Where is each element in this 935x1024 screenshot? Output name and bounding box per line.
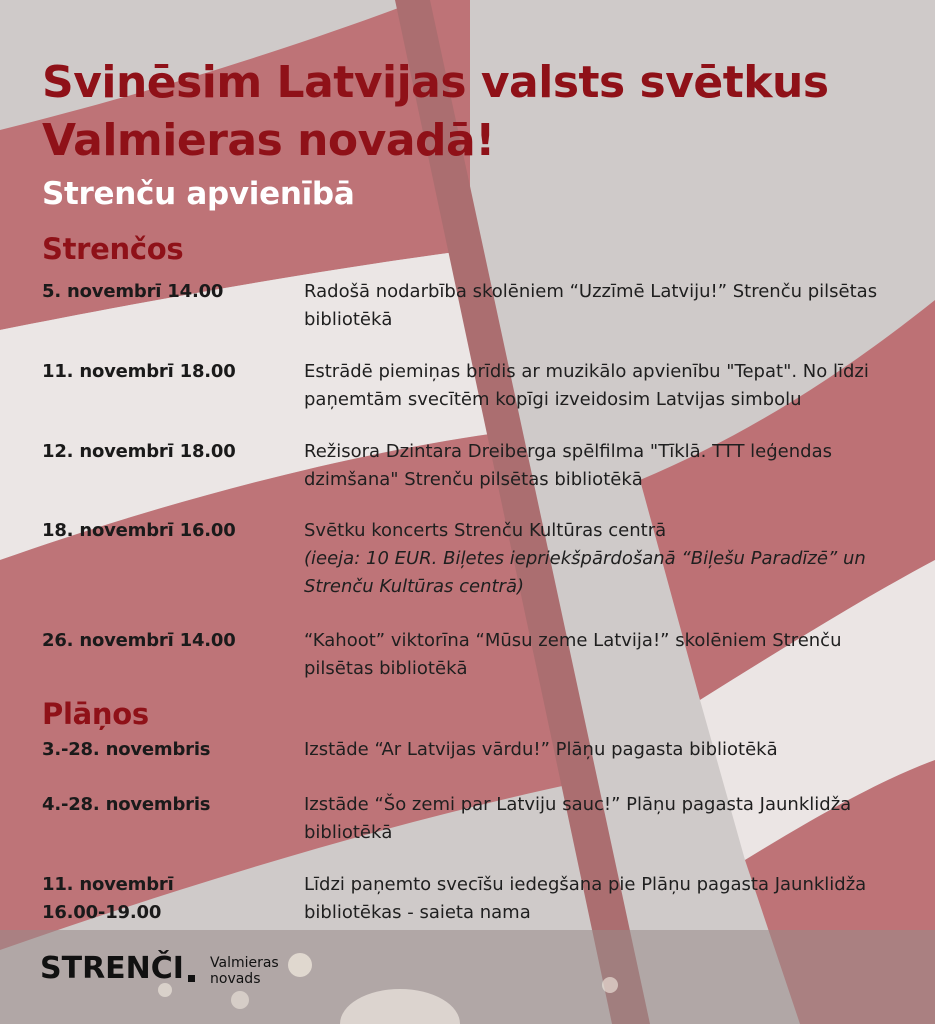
- novads-line-2: novads: [210, 971, 261, 987]
- event-date: 5. novembrī 14.00: [42, 281, 224, 302]
- event-description: [304, 358, 914, 414]
- event-description: [304, 438, 914, 494]
- event-desc-text: Līdzi paņemto svecīšu iedegšana pie Plāņu pagasta Jaunklidža bibliotēkas - saieta nama: [304, 874, 867, 923]
- event-ticket-note: (ieeja: 10 EUR. Biļetes iepriekšpārdošanā “Biļešu Paradīzē” un Strenču Kultūras centrā): [304, 548, 866, 597]
- page-subtitle: Strenču apvienībā: [42, 176, 355, 212]
- event-description: [304, 791, 914, 847]
- event-date: 12. novembrī 18.00: [42, 441, 236, 462]
- event-date: 26. novembrī 14.00: [42, 630, 236, 651]
- event-date: 18. novembrī 16.00: [42, 520, 236, 541]
- strenci-logo: STRENČI: [40, 951, 184, 986]
- event-desc-text: Izstāde “Ar Latvijas vārdu!” Plāņu pagasta bibliotēkā: [304, 739, 778, 760]
- page-title: Svinēsim Latvijas valsts svētkus Valmieras novadā!: [42, 57, 829, 166]
- section-title-planos: Plāņos: [42, 697, 149, 731]
- event-date: 11. novembrī 16.00-19.00: [42, 874, 174, 923]
- event-desc-text: Estrādē piemiņas brīdis ar muzikālo apvienību "Tepat". No līdzi paņemtām svecītēm kopīgi izveidosim Latvijas simbolu: [304, 361, 869, 410]
- event-description: [304, 871, 914, 927]
- event-desc-text: Režisora Dzintara Dreiberga spēlfilma "Tīklā. TTT leģendas dzimšana" Strenču pilsētas bibliotēkā: [304, 441, 832, 490]
- event-date: 11. novembrī 18.00: [42, 361, 236, 382]
- event-desc-text: Izstāde “Šo zemi par Latviju sauc!” Plāņu pagasta Jaunklidža bibliotēkā: [304, 794, 852, 843]
- event-description: [304, 278, 914, 334]
- logo-dot-icon: [188, 975, 195, 982]
- valmieras-novads-label: [210, 955, 279, 987]
- event-description: [304, 736, 914, 764]
- event-date: 3.-28. novembris: [42, 739, 211, 760]
- event-desc-text: Svētku koncerts Strenču Kultūras centrā: [304, 520, 667, 541]
- novads-line-1: Valmieras: [210, 955, 279, 971]
- section-title-strencos: Strenčos: [42, 232, 184, 266]
- event-description: [304, 517, 914, 601]
- event-date: 4.-28. novembris: [42, 794, 211, 815]
- event-desc-text: “Kahoot” viktorīna “Mūsu zeme Latvija!” skolēniem Strenču pilsētas bibliotēkā: [304, 630, 842, 679]
- event-description: [304, 627, 914, 683]
- event-desc-text: Radošā nodarbība skolēniem “Uzzīmē Latviju!” Strenču pilsētas bibliotēkā: [304, 281, 878, 330]
